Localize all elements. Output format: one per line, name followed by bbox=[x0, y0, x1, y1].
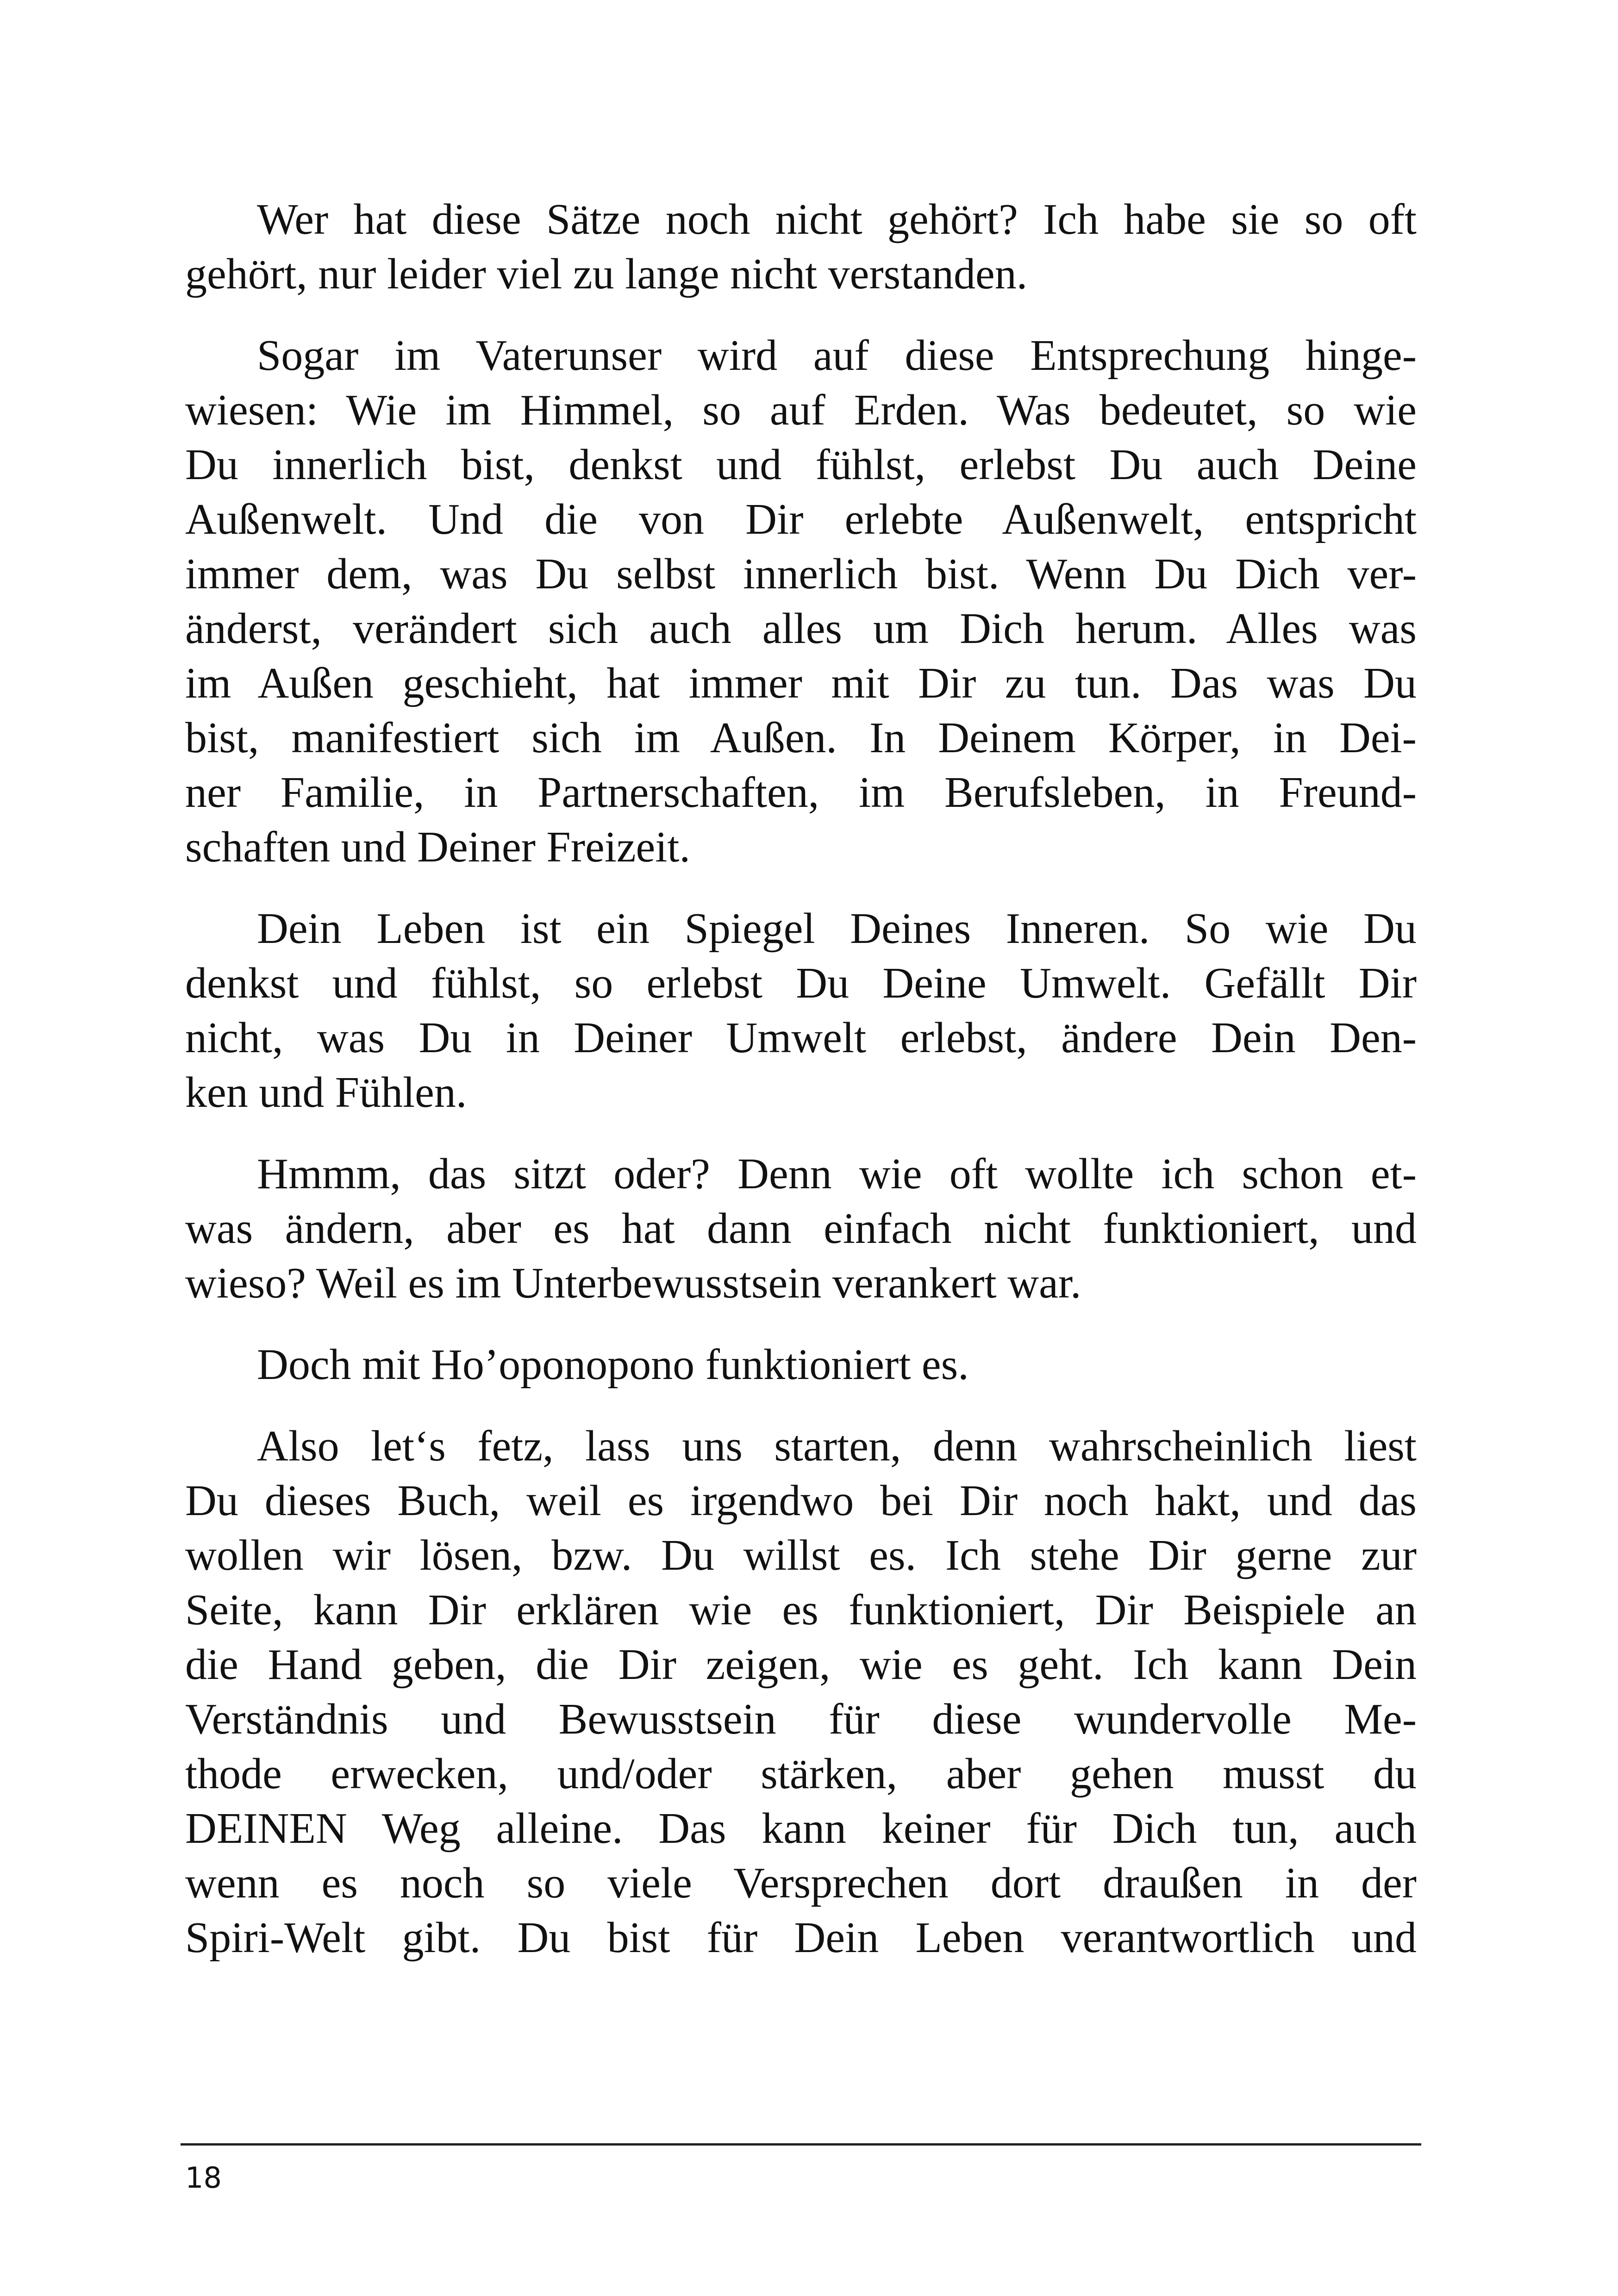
paragraph-6 bbox=[185, 1419, 1417, 1965]
text-line: die Hand geben, die Dir zeigen, wie es geht. Ich kann Dein bbox=[185, 1641, 1417, 1689]
text-line: bist, manifestiert sich im Außen. In Deinem Körper, in Dei- bbox=[185, 714, 1417, 762]
text-line: Verständnis und Bewusstsein für diese wundervolle Me- bbox=[185, 1695, 1417, 1743]
text-line: Dein Leben ist ein Spiegel Deines Inneren. So wie Du bbox=[257, 905, 1417, 953]
body-text bbox=[185, 192, 1417, 1992]
text-line: Seite, kann Dir erklären wie es funktioniert, Dir Beispiele an bbox=[185, 1586, 1417, 1634]
text-line: thode erwecken, und/oder stärken, aber gehen musst du bbox=[185, 1750, 1417, 1798]
text-line: Außenwelt. Und die von Dir erlebte Außenwelt, entspricht bbox=[185, 495, 1417, 543]
text-line: Hmmm, das sitzt oder? Denn wie oft wollte ich schon et- bbox=[257, 1150, 1417, 1198]
text-line: Du dieses Buch, weil es irgendwo bei Dir noch hakt, und das bbox=[185, 1477, 1417, 1525]
text-line: DEINEN Weg alleine. Das kann keiner für Dich tun, auch bbox=[185, 1804, 1417, 1853]
text-line: wollen wir lösen, bzw. Du willst es. Ich stehe Dir gerne zur bbox=[185, 1531, 1417, 1579]
text-line: Sogar im Vaterunser wird auf diese Entsprechung hinge- bbox=[257, 331, 1417, 380]
text-line: immer dem, was Du selbst innerlich bist. Wenn Du Dich ver- bbox=[185, 550, 1417, 598]
paragraph-4 bbox=[185, 1147, 1417, 1310]
paragraph-5 bbox=[185, 1337, 1417, 1392]
page-number: 18 bbox=[185, 2161, 222, 2195]
paragraph-1 bbox=[185, 192, 1417, 301]
text-line: wenn es noch so viele Versprechen dort draußen in der bbox=[185, 1859, 1417, 1907]
text-line: ner Familie, in Partnerschaften, im Berufsleben, in Freund- bbox=[185, 768, 1417, 817]
text-line: gehört, nur leider viel zu lange nicht verstanden. bbox=[185, 250, 1028, 298]
text-line: wieso? Weil es im Unterbewusstsein verankert war. bbox=[185, 1259, 1081, 1307]
text-line: was ändern, aber es hat dann einfach nicht funktioniert, und bbox=[185, 1204, 1417, 1253]
paragraph-3 bbox=[185, 901, 1417, 1120]
text-line: Also let‘s fetz, lass uns starten, denn wahrscheinlich liest bbox=[257, 1422, 1417, 1470]
text-line: Wer hat diese Sätze noch nicht gehört? Ich habe sie so oft bbox=[257, 195, 1417, 243]
text-line: Doch mit Ho’oponopono funktioniert es. bbox=[257, 1341, 969, 1389]
text-line: Spiri-Welt gibt. Du bist für Dein Leben verantwortlich und bbox=[185, 1914, 1417, 1962]
text-line: änderst, verändert sich auch alles um Dich herum. Alles was bbox=[185, 605, 1417, 653]
text-line: im Außen geschieht, hat immer mit Dir zu tun. Das was Du bbox=[185, 659, 1417, 707]
text-line: nicht, was Du in Deiner Umwelt erlebst, ändere Dein Den- bbox=[185, 1014, 1417, 1062]
text-line: schaften und Deiner Freizeit. bbox=[185, 823, 691, 871]
text-line: ken und Fühlen. bbox=[185, 1068, 467, 1117]
footer-divider bbox=[181, 2143, 1421, 2146]
text-line: wiesen: Wie im Himmel, so auf Erden. Was bedeutet, so wie bbox=[185, 386, 1417, 434]
paragraph-2 bbox=[185, 328, 1417, 874]
text-line: Du innerlich bist, denkst und fühlst, erlebst Du auch Deine bbox=[185, 441, 1417, 489]
text-line: denkst und fühlst, so erlebst Du Deine Umwelt. Gefällt Dir bbox=[185, 959, 1417, 1007]
